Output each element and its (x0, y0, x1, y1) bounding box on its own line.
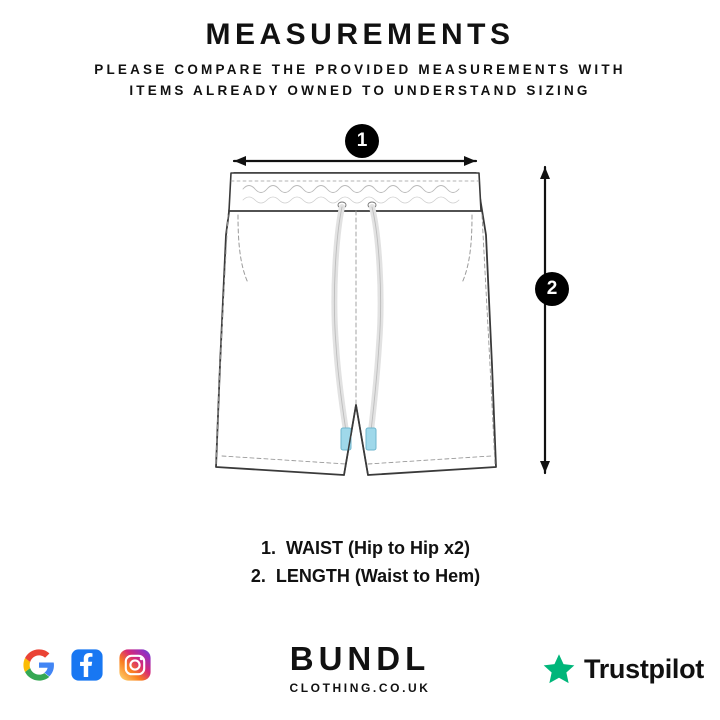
waist-arrow-left (234, 156, 246, 166)
subtitle-line-1: PLEASE COMPARE THE PROVIDED MEASUREMENTS WITH (94, 62, 626, 77)
brand-name: BUNDL (289, 640, 431, 677)
legend-label-1: WAIST (Hip to Hip x2) (286, 538, 470, 558)
trustpilot-badge[interactable] (542, 652, 704, 686)
trustpilot-star-icon (542, 652, 576, 686)
header-subtitle (40, 60, 680, 102)
shorts-diagram (0, 115, 720, 515)
legend-item-2 (0, 563, 720, 591)
aglet-right (366, 428, 376, 450)
length-arrow-bottom (540, 461, 550, 473)
waist-arrow-right (464, 156, 476, 166)
trustpilot-label: Trustpilot (584, 653, 704, 684)
measurement-legend (0, 535, 720, 591)
footer (0, 624, 720, 720)
legend-label-2: LENGTH (Waist to Hem) (275, 565, 481, 586)
measurement-badge-2: 2 (535, 272, 569, 306)
header (0, 18, 720, 102)
legend-number-2: 2. (250, 565, 266, 586)
subtitle-line-2: ITEMS ALREADY OWNED TO UNDERSTAND SIZING (129, 82, 591, 98)
page-title: MEASUREMENTS (205, 18, 515, 51)
shorts-technical-drawing-svg (0, 115, 720, 515)
length-arrow-top (540, 167, 550, 179)
measurement-badge-1: 1 (345, 124, 379, 158)
legend-number-1: 1. (260, 538, 276, 558)
legend-item-1 (0, 535, 720, 563)
brand-domain: CLOTHING.CO.UK (289, 680, 431, 695)
